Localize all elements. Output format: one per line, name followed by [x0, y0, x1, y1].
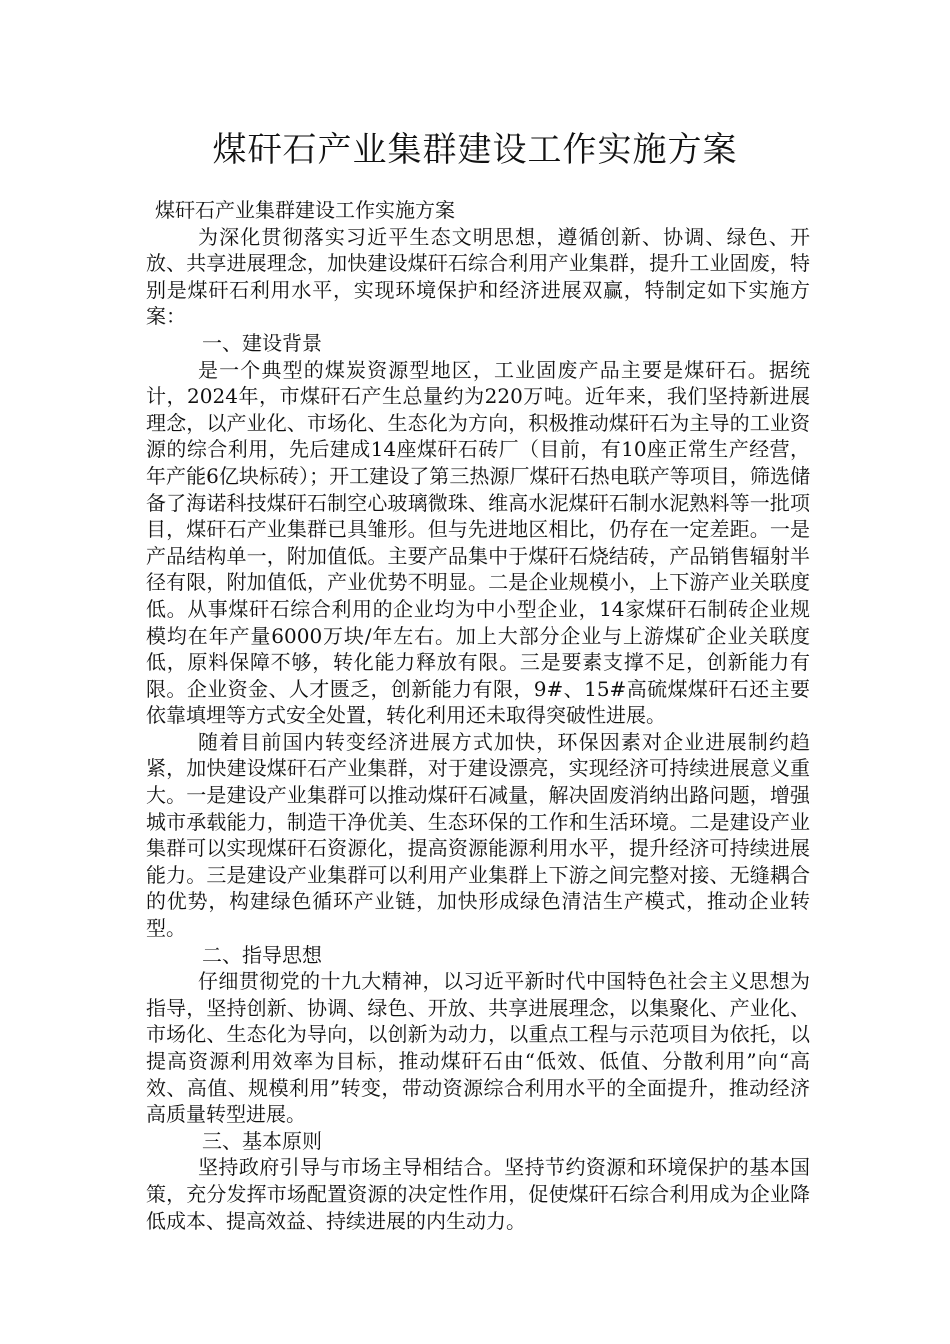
document-title: 煤矸石产业集群建设工作实施方案	[212, 130, 738, 170]
section-heading-background: 一、建设背景	[202, 330, 322, 355]
document-subtitle: 煤矸石产业集群建设工作实施方案	[155, 198, 455, 222]
intro-paragraph: 为深化贯彻落实习近平生态文明思想，遵循创新、协调、绿色、开放、共享进展理念，加快建设煤矸石综合利用产业集群，提升工业固废，特别是煤矸石利用水平，实现环境保护和经济进展双赢，特制定如下实施方案：	[146, 224, 810, 329]
paragraph-background-1: 是一个典型的煤炭资源型地区，工业固废产品主要是煤矸石。据统计，2024年，市煤矸石产生总量约为220万吨。近年来，我们坚持新进展理念，以产业化、市场化、生态化为方向，积极推动煤矸石为主导的工业资源的综合利用，先后建成14座煤矸石砖厂（目前，有10座正常生产经营，年产能6亿块标砖）；开工建设了第三热源厂煤矸石热电联产等项目，筛选储备了海诺科技煤矸石制空心玻璃微珠、维高水泥煤矸石制水泥熟料等一批项目，煤矸石产业集群已具雏形。但与先进地区相比，仍存在一定差距。一是产品结构单一，附加值低。主要产品集中于煤矸石烧结砖，产品销售辐射半径有限，附加值低，产业优势不明显。二是企业规模小，上下游产业关联度低。从事煤矸石综合利用的企业均为中小型企业，14家煤矸石制砖企业规模均在年产量6000万块/年左右。加上大部分企业与上游煤矿企业关联度低，原料保障不够，转化能力释放有限。三是要素支撑不足，创新能力有限。企业资金、人才匮乏，创新能力有限，9#、15#高硫煤煤矸石还主要依靠填埋等方式安全处置，转化利用还未取得突破性进展。	[146, 357, 810, 728]
section-heading-guiding-thought: 二、指导思想	[202, 942, 322, 967]
paragraph-basic-principles: 坚持政府引导与市场主导相结合。坚持节约资源和环境保护的基本国策，充分发挥市场配置资源的决定性作用，促使煤矸石综合利用成为企业降低成本、提高效益、持续进展的内生动力。	[146, 1155, 810, 1233]
paragraph-guiding-thought: 仔细贯彻党的十九大精神，以习近平新时代中国特色社会主义思想为指导，坚持创新、协调、绿色、开放、共享进展理念，以集聚化、产业化、市场化、生态化为导向，以创新为动力，以重点工程与示范项目为依托，以提高资源利用效率为目标，推动煤矸石由“低效、低值、分散利用”向“高效、高值、规模利用”转变，带动资源综合利用水平的全面提升，推动经济高质量转型进展。	[146, 969, 810, 1127]
document-body	[146, 197, 810, 1234]
paragraph-background-2: 随着目前国内转变经济进展方式加快，环保因素对企业进展制约趋紧，加快建设煤矸石产业集群，对于建设漂亮，实现经济可持续进展意义重大。一是建设产业集群可以推动煤矸石减量，解决固废消纳出路问题，增强城市承载能力，制造干净优美、生态环保的工作和生活环境。二是建设产业集群可以实现煤矸石资源化，提高资源能源利用水平，提升经济可持续进展能力。三是建设产业集群可以利用产业集群上下游之间完整对接、无缝耦合的优势，构建绿色循环产业链，加快形成绿色清洁生产模式，推动企业转型。	[146, 729, 810, 941]
section-heading-basic-principles: 三、基本原则	[202, 1128, 322, 1153]
